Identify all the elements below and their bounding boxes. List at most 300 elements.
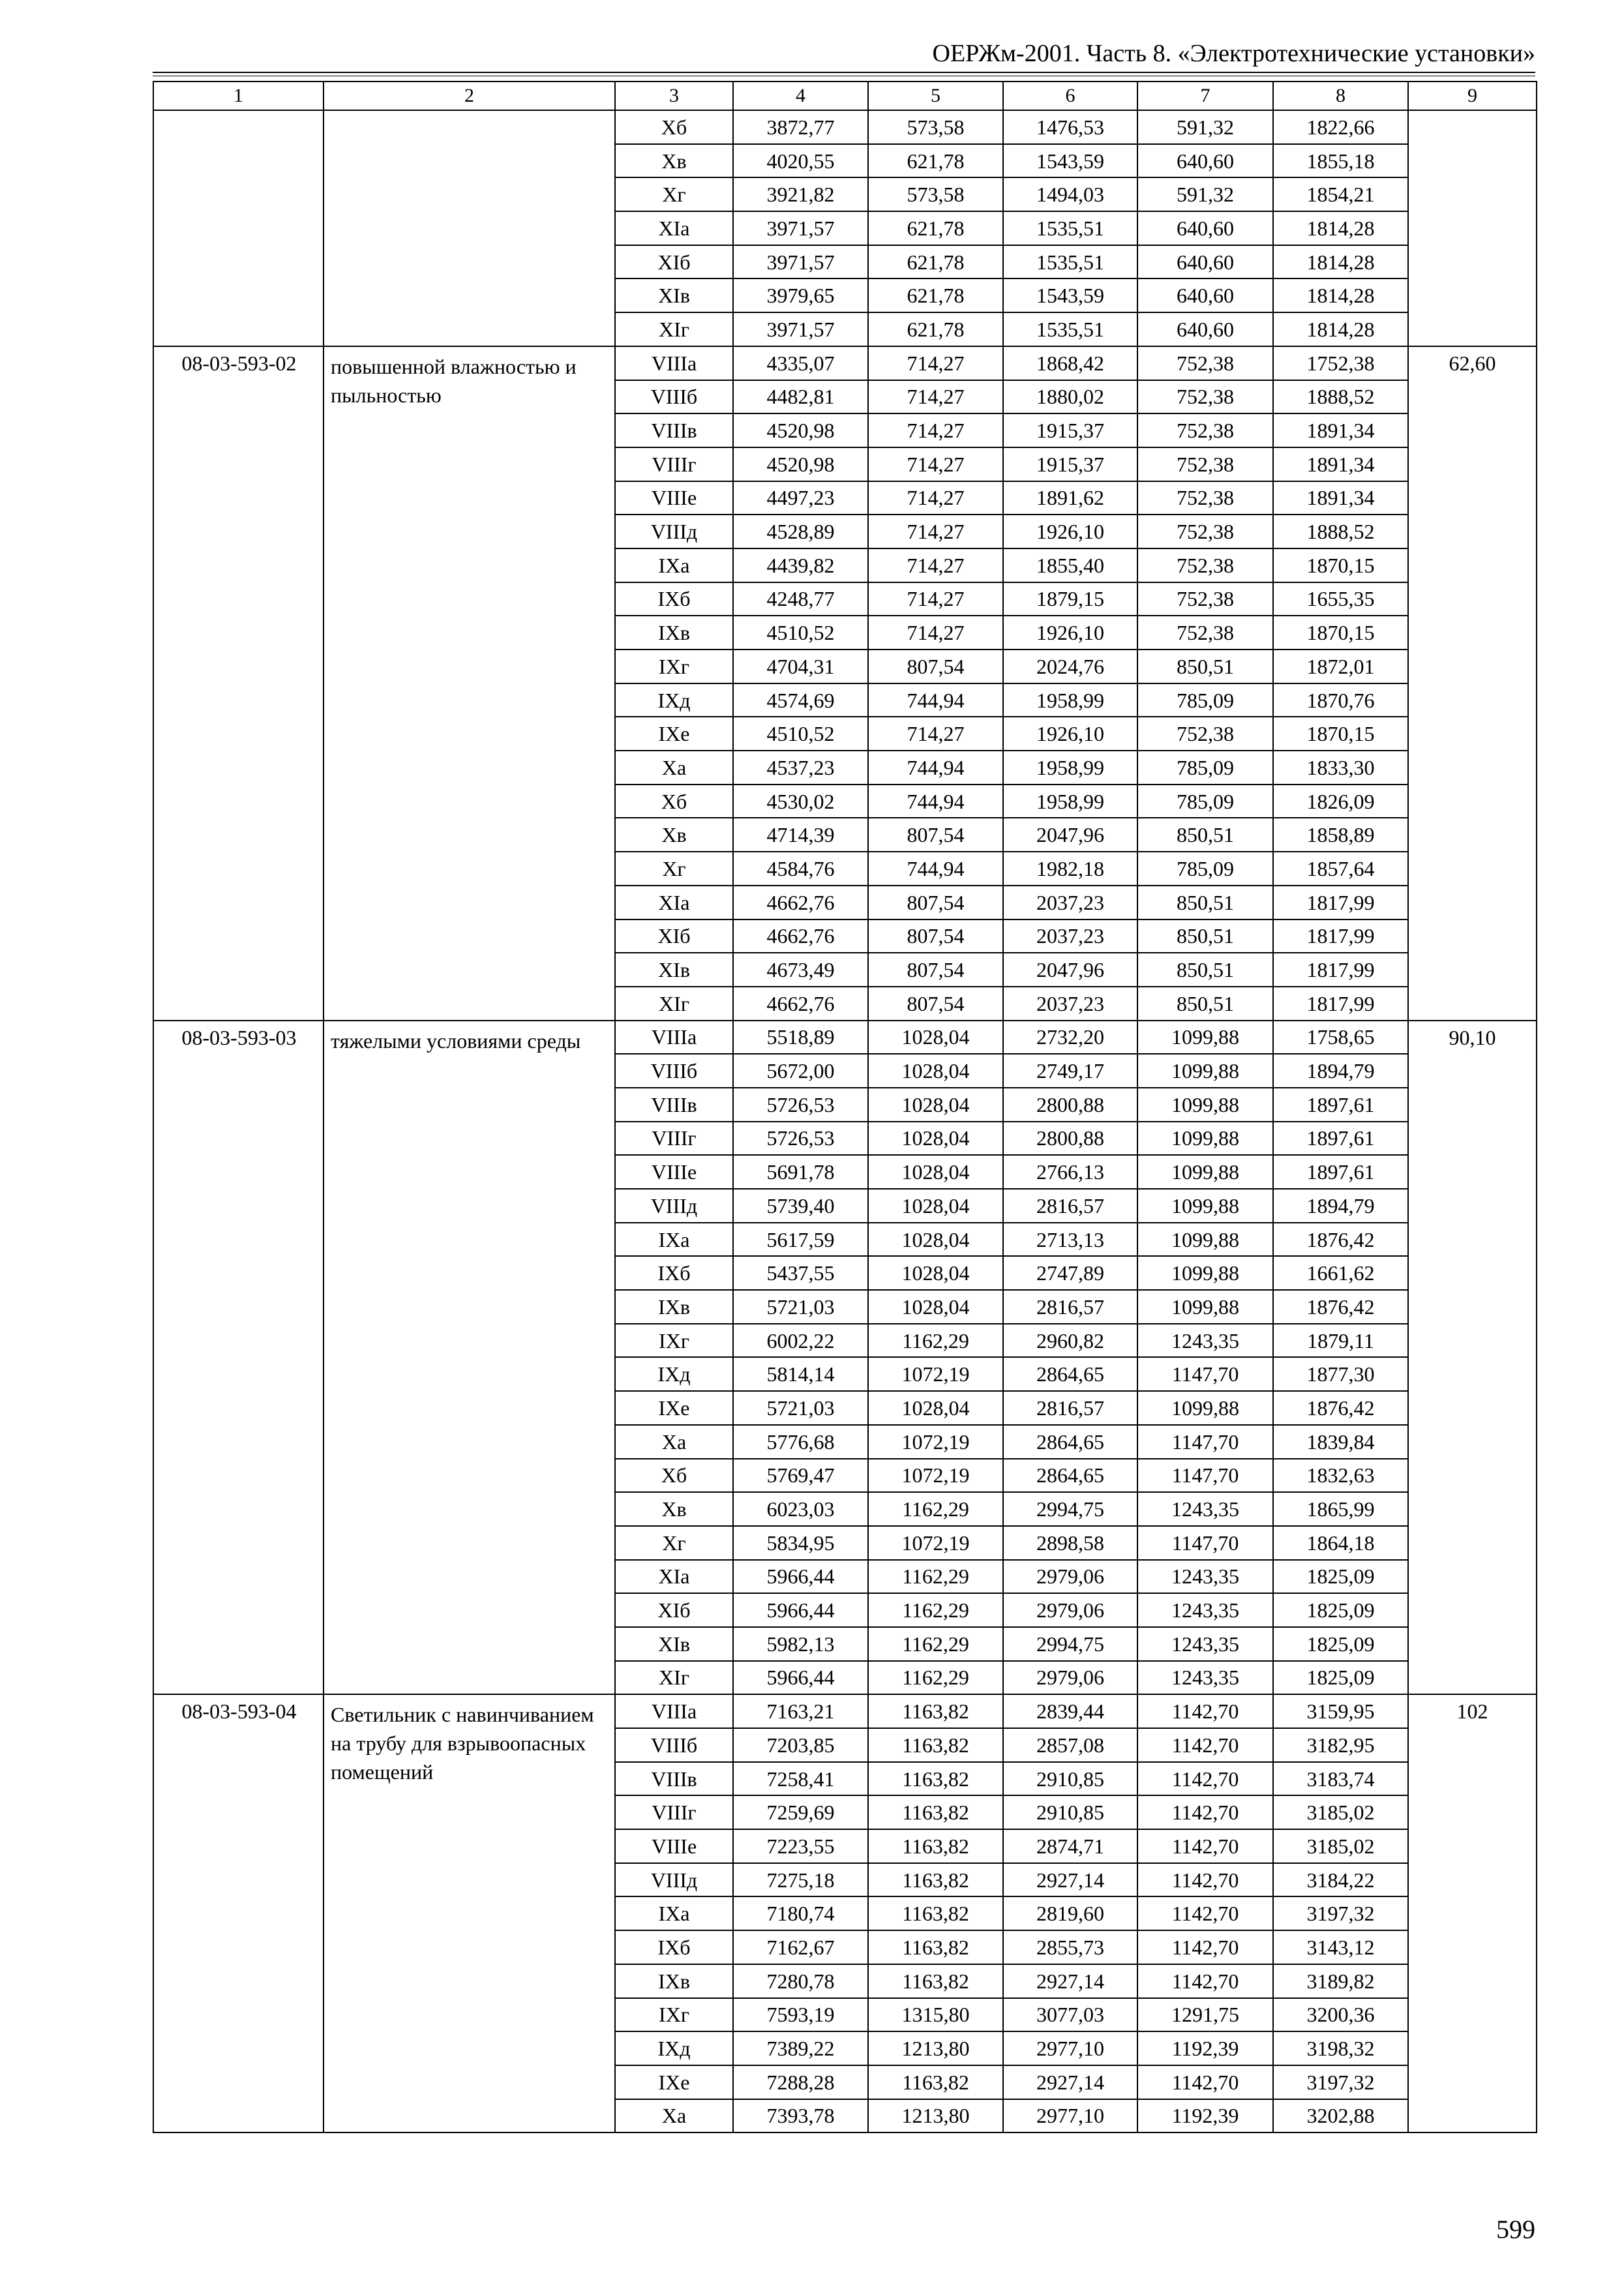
table-cell: 4662,76	[733, 886, 868, 920]
column-header: 6	[1003, 82, 1137, 110]
table-cell: 1099,88	[1137, 1088, 1273, 1122]
table-cell: Хв	[615, 1492, 733, 1526]
code-cell: 08-03-593-04	[153, 1694, 323, 2132]
table-cell: 621,78	[868, 245, 1003, 279]
table-cell: 850,51	[1137, 920, 1273, 953]
table-cell: ХIв	[615, 278, 733, 312]
table-cell: 1162,29	[868, 1661, 1003, 1695]
table-cell: 2864,65	[1003, 1425, 1137, 1459]
table-cell: 2749,17	[1003, 1054, 1137, 1088]
table-cell: 1655,35	[1273, 582, 1408, 616]
table-cell: 1142,70	[1137, 1795, 1273, 1829]
table-cell: 1825,09	[1273, 1661, 1408, 1695]
table-cell: Хв	[615, 818, 733, 852]
table-cell: 1028,04	[868, 1088, 1003, 1122]
table-cell: 3185,02	[1273, 1795, 1408, 1829]
table-cell: 1099,88	[1137, 1189, 1273, 1223]
table-cell: 1028,04	[868, 1391, 1003, 1425]
table-cell: 714,27	[868, 582, 1003, 616]
table-cell: 1099,88	[1137, 1054, 1273, 1088]
table-cell: 5726,53	[733, 1088, 868, 1122]
table-cell: 752,38	[1137, 616, 1273, 650]
table-cell: 2816,57	[1003, 1189, 1137, 1223]
table-cell: 2979,06	[1003, 1560, 1137, 1594]
table-cell: 1855,18	[1273, 144, 1408, 178]
table-cell: 1243,35	[1137, 1560, 1273, 1594]
table-cell: 850,51	[1137, 987, 1273, 1021]
table-cell: 1915,37	[1003, 447, 1137, 481]
table-row	[153, 346, 1537, 380]
table-cell: 1535,51	[1003, 211, 1137, 245]
table-cell: 1142,70	[1137, 1930, 1273, 1964]
table-cell: 7258,41	[733, 1762, 868, 1796]
table-cell: 1543,59	[1003, 144, 1137, 178]
unit-value-cell: 90,10	[1408, 1021, 1537, 1695]
column-header: 7	[1137, 82, 1273, 110]
table-cell: 2979,06	[1003, 1593, 1137, 1627]
table-cell: VIIIе	[615, 1829, 733, 1863]
table-cell: 3200,36	[1273, 1998, 1408, 2032]
table-cell: 1162,29	[868, 1324, 1003, 1358]
table-cell: 752,38	[1137, 413, 1273, 447]
table-cell: 3077,03	[1003, 1998, 1137, 2032]
table-cell: 621,78	[868, 312, 1003, 346]
table-cell: 5437,55	[733, 1256, 868, 1290]
table-cell: 1142,70	[1137, 1863, 1273, 1897]
table-cell: 1865,99	[1273, 1492, 1408, 1526]
name-cell: тяжелыми условиями среды	[323, 1021, 615, 1695]
table-cell: 640,60	[1137, 245, 1273, 279]
page-header-title: ОЕРЖм-2001. Часть 8. «Электротехнические установки»	[932, 40, 1535, 67]
table-cell: Хг	[615, 1526, 733, 1560]
table-cell: 2024,76	[1003, 650, 1137, 683]
name-cell	[323, 110, 615, 346]
table-cell: 1825,09	[1273, 1627, 1408, 1661]
table-cell: 591,32	[1137, 177, 1273, 211]
table-cell: 1891,34	[1273, 447, 1408, 481]
table-cell: VIIIв	[615, 413, 733, 447]
table-cell: 2927,14	[1003, 1863, 1137, 1897]
table-cell: VIIIд	[615, 1863, 733, 1897]
table-cell: 1147,70	[1137, 1526, 1273, 1560]
table-cell: ХIг	[615, 987, 733, 1021]
table-cell: 7163,21	[733, 1694, 868, 1728]
table-cell: 3971,57	[733, 245, 868, 279]
table-cell: Хг	[615, 177, 733, 211]
unit-value-cell	[1408, 110, 1537, 346]
table-cell: IХд	[615, 2031, 733, 2065]
table-cell: 1142,70	[1137, 2065, 1273, 2099]
table-cell: 4510,52	[733, 616, 868, 650]
table-cell: 1163,82	[868, 1694, 1003, 1728]
table-cell: 1028,04	[868, 1290, 1003, 1324]
table-cell: 714,27	[868, 481, 1003, 515]
table-cell: IХг	[615, 650, 733, 683]
table-cell: 1142,70	[1137, 1728, 1273, 1762]
rates-table	[153, 81, 1537, 2133]
table-cell: 1315,80	[868, 1998, 1003, 2032]
table-cell: 1858,89	[1273, 818, 1408, 852]
table-cell: 1864,18	[1273, 1526, 1408, 1560]
table-cell: 2857,08	[1003, 1728, 1137, 1762]
table-cell: 5769,47	[733, 1459, 868, 1493]
table-cell: 573,58	[868, 110, 1003, 144]
unit-value-cell: 62,60	[1408, 346, 1537, 1021]
table-cell: 744,94	[868, 751, 1003, 785]
table-cell: 1661,62	[1273, 1256, 1408, 1290]
table-cell: 5617,59	[733, 1223, 868, 1257]
table-cell: 714,27	[868, 447, 1003, 481]
table-cell: 1826,09	[1273, 785, 1408, 818]
table-cell: IХв	[615, 1964, 733, 1998]
table-cell: 2874,71	[1003, 1829, 1137, 1863]
table-cell: 621,78	[868, 211, 1003, 245]
table-cell: 1142,70	[1137, 1896, 1273, 1930]
table-cell: 1814,28	[1273, 245, 1408, 279]
table-cell: 3971,57	[733, 211, 868, 245]
column-header: 8	[1273, 82, 1408, 110]
table-cell: 2037,23	[1003, 886, 1137, 920]
table-cell: 1099,88	[1137, 1256, 1273, 1290]
table-cell: 714,27	[868, 717, 1003, 751]
table-cell: 7393,78	[733, 2099, 868, 2133]
table-cell: 621,78	[868, 278, 1003, 312]
table-cell: 1822,66	[1273, 110, 1408, 144]
table-cell: 2910,85	[1003, 1762, 1137, 1796]
table-cell: 1099,88	[1137, 1391, 1273, 1425]
table-cell: 1162,29	[868, 1627, 1003, 1661]
table-cell: IХг	[615, 1324, 733, 1358]
code-cell: 08-03-593-02	[153, 346, 323, 1021]
table-cell: 1817,99	[1273, 987, 1408, 1021]
table-cell: 850,51	[1137, 650, 1273, 683]
code-cell	[153, 110, 323, 346]
table-cell: 2732,20	[1003, 1021, 1137, 1055]
table-cell: 2994,75	[1003, 1627, 1137, 1661]
table-cell: 1163,82	[868, 1964, 1003, 1998]
table-cell: 1870,15	[1273, 616, 1408, 650]
table-cell: 591,32	[1137, 110, 1273, 144]
table-cell: 744,94	[868, 683, 1003, 717]
table-cell: 7389,22	[733, 2031, 868, 2065]
name-cell: Светильник с навинчиванием на трубу для взрывоопасных помещений	[323, 1694, 615, 2132]
table-cell: Хв	[615, 144, 733, 178]
table-cell: 1243,35	[1137, 1324, 1273, 1358]
table-cell: 2898,58	[1003, 1526, 1137, 1560]
table-cell: 1854,21	[1273, 177, 1408, 211]
table-cell: 807,54	[868, 987, 1003, 1021]
table-cell: 5721,03	[733, 1391, 868, 1425]
table-cell: Ха	[615, 1425, 733, 1459]
table-cell: 1163,82	[868, 1762, 1003, 1796]
table-cell: 5776,68	[733, 1425, 868, 1459]
column-header: 5	[868, 82, 1003, 110]
table-cell: 1162,29	[868, 1593, 1003, 1627]
table-cell: 4673,49	[733, 953, 868, 987]
table-cell: 752,38	[1137, 447, 1273, 481]
table-cell: ХIа	[615, 1560, 733, 1594]
table-cell: 2766,13	[1003, 1155, 1137, 1189]
table-cell: 1877,30	[1273, 1357, 1408, 1391]
table-cell: 1870,76	[1273, 683, 1408, 717]
table-cell: 1879,15	[1003, 582, 1137, 616]
table-cell: IХа	[615, 548, 733, 582]
table-cell: VIIIе	[615, 1155, 733, 1189]
name-cell: повышенной влажностью и пыльностью	[323, 346, 615, 1021]
column-header: 4	[733, 82, 868, 110]
table-cell: 2037,23	[1003, 987, 1137, 1021]
table-cell: 3197,32	[1273, 1896, 1408, 1930]
table-cell: 1192,39	[1137, 2099, 1273, 2133]
table-cell: VIIIг	[615, 1795, 733, 1829]
table-cell: 640,60	[1137, 278, 1273, 312]
table-cell: 1147,70	[1137, 1357, 1273, 1391]
table-cell: 2800,88	[1003, 1122, 1137, 1156]
table-cell: 1839,84	[1273, 1425, 1408, 1459]
table-cell: 1163,82	[868, 1930, 1003, 1964]
table-cell: 1028,04	[868, 1256, 1003, 1290]
table-cell: 5518,89	[733, 1021, 868, 1055]
table-cell: 1817,99	[1273, 886, 1408, 920]
table-cell: VIIIа	[615, 1694, 733, 1728]
table-cell: 1833,30	[1273, 751, 1408, 785]
table-cell: 1915,37	[1003, 413, 1137, 447]
table-cell: 1888,52	[1273, 380, 1408, 414]
table-cell: 1163,82	[868, 1863, 1003, 1897]
table-cell: 850,51	[1137, 886, 1273, 920]
table-cell: 7259,69	[733, 1795, 868, 1829]
table-cell: 4335,07	[733, 346, 868, 380]
table-cell: IХб	[615, 582, 733, 616]
table-cell: VIIIа	[615, 1021, 733, 1055]
table-cell: 2864,65	[1003, 1357, 1137, 1391]
table-cell: IХе	[615, 2065, 733, 2099]
table-cell: 7275,18	[733, 1863, 868, 1897]
table-cell: 7180,74	[733, 1896, 868, 1930]
table-cell: 640,60	[1137, 312, 1273, 346]
table-cell: 3143,12	[1273, 1930, 1408, 1964]
table-cell: Хг	[615, 852, 733, 886]
table-cell: 1814,28	[1273, 312, 1408, 346]
column-header: 2	[323, 82, 615, 110]
table-cell: VIIIе	[615, 481, 733, 515]
table-cell: 1926,10	[1003, 717, 1137, 751]
table-cell: 5672,00	[733, 1054, 868, 1088]
table-cell: IХб	[615, 1256, 733, 1290]
table-cell: 4704,31	[733, 650, 868, 683]
table-cell: 1814,28	[1273, 211, 1408, 245]
table-cell: 1888,52	[1273, 515, 1408, 548]
table-cell: 1817,99	[1273, 920, 1408, 953]
table-cell: VIIIг	[615, 447, 733, 481]
table-cell: 1958,99	[1003, 751, 1137, 785]
table-cell: 1142,70	[1137, 1829, 1273, 1863]
table-cell: 2713,13	[1003, 1223, 1137, 1257]
table-cell: 1213,80	[868, 2099, 1003, 2133]
table-cell: 1535,51	[1003, 245, 1137, 279]
table-cell: 1163,82	[868, 1795, 1003, 1829]
column-header: 3	[615, 82, 733, 110]
table-cell: 1894,79	[1273, 1054, 1408, 1088]
table-cell: 714,27	[868, 548, 1003, 582]
unit-value-cell: 102	[1408, 1694, 1537, 2132]
table-cell: 4662,76	[733, 920, 868, 953]
table-cell: VIIIб	[615, 1054, 733, 1088]
table-cell: 1857,64	[1273, 852, 1408, 886]
table-cell: ХIб	[615, 245, 733, 279]
table-cell: 1142,70	[1137, 1694, 1273, 1728]
table-cell: 2819,60	[1003, 1896, 1137, 1930]
table-cell: 2927,14	[1003, 1964, 1137, 1998]
table-cell: ХIб	[615, 1593, 733, 1627]
table-cell: 1099,88	[1137, 1122, 1273, 1156]
table-cell: 1894,79	[1273, 1189, 1408, 1223]
table-cell: 1072,19	[868, 1425, 1003, 1459]
table-cell: 1243,35	[1137, 1492, 1273, 1526]
table-cell: 4537,23	[733, 751, 868, 785]
table-cell: 1814,28	[1273, 278, 1408, 312]
table-cell: 4662,76	[733, 987, 868, 1021]
table-cell: 2960,82	[1003, 1324, 1137, 1358]
table-cell: 2800,88	[1003, 1088, 1137, 1122]
table-cell: 1142,70	[1137, 1964, 1273, 1998]
table-cell: 2910,85	[1003, 1795, 1137, 1829]
table-cell: 1543,59	[1003, 278, 1137, 312]
table-cell: 3182,95	[1273, 1728, 1408, 1762]
table-cell: VIIIб	[615, 1728, 733, 1762]
table-cell: Ха	[615, 2099, 733, 2133]
table-cell: 640,60	[1137, 144, 1273, 178]
table-cell: 1213,80	[868, 2031, 1003, 2065]
table-cell: Ха	[615, 751, 733, 785]
table-cell: 1891,62	[1003, 481, 1137, 515]
table-cell: 714,27	[868, 413, 1003, 447]
table-cell: 1855,40	[1003, 548, 1137, 582]
table-cell: 807,54	[868, 920, 1003, 953]
table-cell: 5814,14	[733, 1357, 868, 1391]
table-cell: 2816,57	[1003, 1290, 1137, 1324]
table-cell: 2927,14	[1003, 2065, 1137, 2099]
table-cell: 3184,22	[1273, 1863, 1408, 1897]
table-cell: 3189,82	[1273, 1964, 1408, 1998]
table-cell: VIIIд	[615, 515, 733, 548]
table-cell: 1072,19	[868, 1459, 1003, 1493]
table-cell: Хб	[615, 110, 733, 144]
table-cell: 1876,42	[1273, 1391, 1408, 1425]
table-cell: VIIIв	[615, 1088, 733, 1122]
table-cell: 621,78	[868, 144, 1003, 178]
table-cell: ХIв	[615, 953, 733, 987]
table-cell: 1897,61	[1273, 1088, 1408, 1122]
table-cell: 1028,04	[868, 1155, 1003, 1189]
table-cell: 807,54	[868, 953, 1003, 987]
column-header: 9	[1408, 82, 1537, 110]
table-cell: 3971,57	[733, 312, 868, 346]
table-cell: 3197,32	[1273, 2065, 1408, 2099]
table-row	[153, 1021, 1537, 1055]
table-cell: 1876,42	[1273, 1223, 1408, 1257]
table-cell: 6023,03	[733, 1492, 868, 1526]
table-cell: 5726,53	[733, 1122, 868, 1156]
table-cell: 3921,82	[733, 177, 868, 211]
table-cell: 6002,22	[733, 1324, 868, 1358]
table-cell: 1832,63	[1273, 1459, 1408, 1493]
table-cell: 1028,04	[868, 1223, 1003, 1257]
table-cell: 2979,06	[1003, 1661, 1137, 1695]
table-cell: 1926,10	[1003, 616, 1137, 650]
table-cell: 1758,65	[1273, 1021, 1408, 1055]
table-cell: VIIIд	[615, 1189, 733, 1223]
table-cell: Хб	[615, 1459, 733, 1493]
table-cell: 1099,88	[1137, 1223, 1273, 1257]
table-cell: 2047,96	[1003, 953, 1137, 987]
table-cell: 1879,11	[1273, 1324, 1408, 1358]
table-cell: 1163,82	[868, 1896, 1003, 1930]
table-cell: 4439,82	[733, 548, 868, 582]
table-row	[153, 1694, 1537, 1728]
table-cell: 1147,70	[1137, 1425, 1273, 1459]
table-cell: ХIв	[615, 1627, 733, 1661]
table-cell: 850,51	[1137, 818, 1273, 852]
table-cell: IХг	[615, 1998, 733, 2032]
table-cell: 752,38	[1137, 582, 1273, 616]
table-cell: 2037,23	[1003, 920, 1137, 953]
table-cell: 2747,89	[1003, 1256, 1137, 1290]
table-cell: 1982,18	[1003, 852, 1137, 886]
table-cell: 1752,38	[1273, 346, 1408, 380]
table-cell: 4714,39	[733, 818, 868, 852]
column-header: 1	[153, 82, 323, 110]
table-cell: VIIIб	[615, 380, 733, 414]
page-number: 599	[1496, 2215, 1535, 2244]
table-cell: 785,09	[1137, 785, 1273, 818]
table-cell: 1891,34	[1273, 413, 1408, 447]
table-cell: 7280,78	[733, 1964, 868, 1998]
table-cell: VIIIв	[615, 1762, 733, 1796]
table-cell: 4020,55	[733, 144, 868, 178]
table-cell: 2047,96	[1003, 818, 1137, 852]
table-cell: 5691,78	[733, 1155, 868, 1189]
table-cell: IХв	[615, 616, 733, 650]
table-cell: 4528,89	[733, 515, 868, 548]
table-cell: 1142,70	[1137, 1762, 1273, 1796]
table-cell: 1072,19	[868, 1526, 1003, 1560]
table-cell: 2839,44	[1003, 1694, 1137, 1728]
table-cell: 1162,29	[868, 1560, 1003, 1594]
table-cell: 1163,82	[868, 2065, 1003, 2099]
table-cell: 1897,61	[1273, 1122, 1408, 1156]
table-cell: 2977,10	[1003, 2099, 1137, 2133]
table-cell: 1163,82	[868, 1728, 1003, 1762]
table-cell: 1872,01	[1273, 650, 1408, 683]
table-cell: 4520,98	[733, 413, 868, 447]
table-cell: 1494,03	[1003, 177, 1137, 211]
table-cell: IХе	[615, 717, 733, 751]
table-cell: 4497,23	[733, 481, 868, 515]
table-cell: 3872,77	[733, 110, 868, 144]
table-cell: 2855,73	[1003, 1930, 1137, 1964]
table-cell: 2864,65	[1003, 1459, 1137, 1493]
table-cell: 1099,88	[1137, 1290, 1273, 1324]
table-cell: 752,38	[1137, 717, 1273, 751]
table-cell: 1817,99	[1273, 953, 1408, 987]
table-cell: 1243,35	[1137, 1661, 1273, 1695]
table-cell: 5721,03	[733, 1290, 868, 1324]
table-cell: 1147,70	[1137, 1459, 1273, 1493]
table-cell: 1870,15	[1273, 548, 1408, 582]
column-header-row	[153, 82, 1537, 110]
table-cell: 752,38	[1137, 548, 1273, 582]
